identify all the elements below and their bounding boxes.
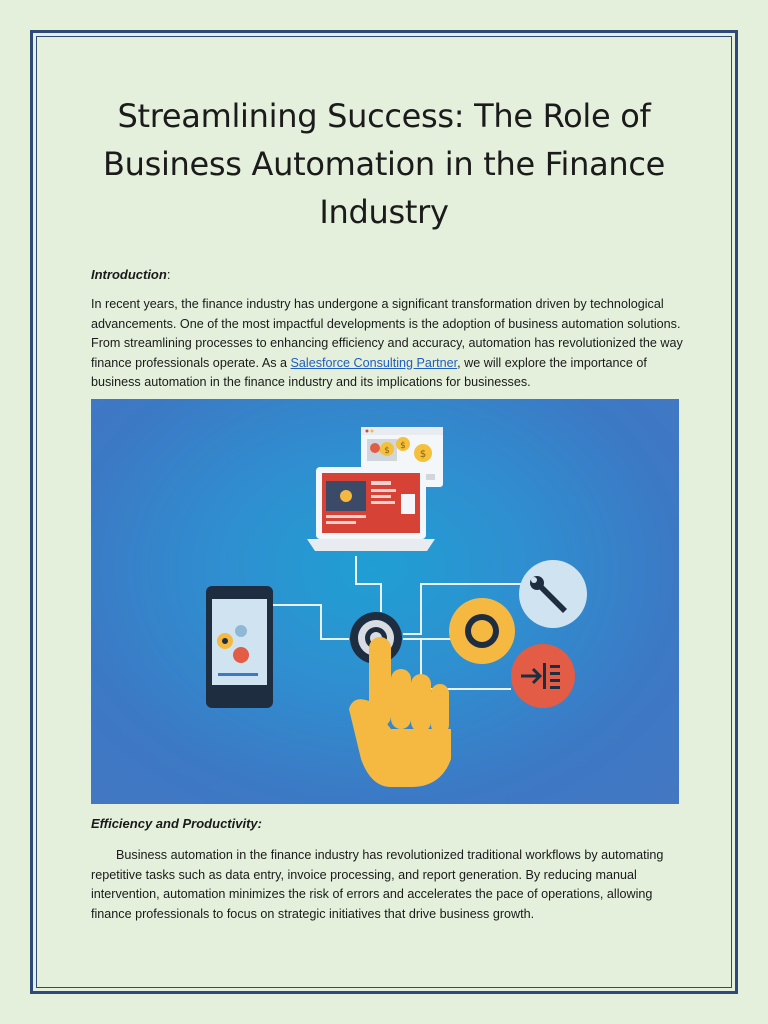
svg-text:$: $ bbox=[419, 449, 427, 460]
paragraph-text: In recent years, the finance industry has undergone a significant transformation driven by technological advancements. One of the most impactful developments is the adoption of business automation solutions. From streamlining processes to enhancing efficiency and accuracy, automation has revolutionized the way finance professionals operate. As a bbox=[91, 297, 683, 370]
introduction-paragraph bbox=[91, 295, 683, 393]
laptop-icon bbox=[307, 467, 435, 551]
heading-text: Introduction bbox=[91, 267, 167, 282]
svg-text:$: $ bbox=[400, 441, 406, 451]
paragraph-text: , we will explore the importance of business automation in the finance industry and its implications for businesses. bbox=[91, 355, 647, 389]
illustration-svg bbox=[91, 399, 679, 804]
salesforce-partner-link[interactable]: Salesforce Consulting Partner bbox=[290, 355, 458, 370]
automation-illustration bbox=[91, 399, 679, 804]
import-arrow-icon bbox=[511, 644, 575, 708]
section-heading-introduction bbox=[91, 267, 170, 282]
document-title: Streamlining Success: The Role of Business Automation in the Finance Industry bbox=[102, 97, 666, 231]
wrench-icon bbox=[519, 560, 587, 628]
gear-icon bbox=[449, 598, 515, 664]
svg-text:$: $ bbox=[384, 446, 390, 456]
section-heading-efficiency: Efficiency and Productivity: bbox=[91, 816, 262, 831]
heading-colon: : bbox=[166, 267, 171, 282]
smartphone-icon bbox=[206, 586, 273, 708]
efficiency-paragraph: Business automation in the finance industry has revolutionized traditional workflows by automating repetitive tasks such as data entry, invoice processing, and report generation. By reducing manual intervention, automation minimizes the risk of errors and accelerates the pace of operations, allowing finance professionals to focus on strategic initiatives that drive business growth. bbox=[91, 848, 664, 921]
